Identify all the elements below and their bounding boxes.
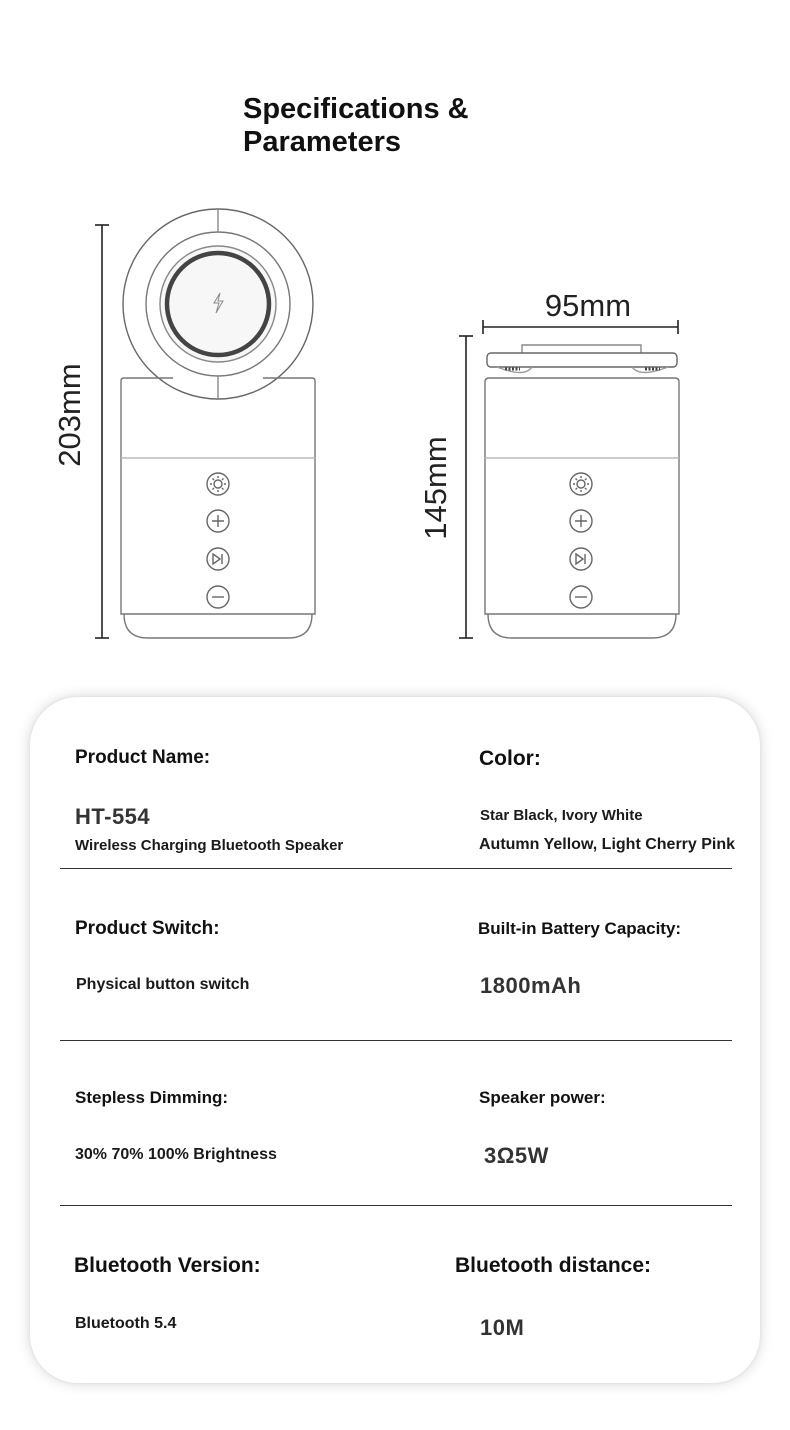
stepless-dimming-label: Stepless Dimming: <box>75 1088 229 1107</box>
separator <box>60 868 732 869</box>
product-model-value: HT-554 <box>75 804 151 829</box>
battery-capacity-label: Built-in Battery Capacity: <box>478 919 682 938</box>
speaker-front-view-lamp-closed <box>485 345 679 638</box>
page-title-line1: Specifications & <box>243 93 469 125</box>
bluetooth-version-label: Bluetooth Version: <box>74 1254 261 1277</box>
stepless-dimming-value: 30% 70% 100% Brightness <box>75 1146 277 1163</box>
bluetooth-distance-label: Bluetooth distance: <box>455 1254 652 1277</box>
product-switch-value: Physical button switch <box>76 976 250 993</box>
minus-icon <box>570 586 592 608</box>
speaker-power-label: Speaker power: <box>479 1088 606 1107</box>
dimension-diagram <box>0 200 790 660</box>
width-label: 95mm <box>544 288 632 323</box>
color-value-line2: Autumn Yellow, Light Cherry Pink <box>479 836 736 853</box>
bluetooth-version-value: Bluetooth 5.4 <box>75 1315 177 1332</box>
minus-icon <box>207 586 229 608</box>
product-description-value: Wireless Charging Bluetooth Speaker <box>75 837 344 854</box>
plus-icon <box>207 510 229 532</box>
bluetooth-distance-value: 10M <box>480 1315 525 1340</box>
page-title <box>243 93 469 159</box>
color-value-line1: Star Black, Ivory White <box>480 807 643 824</box>
separator <box>60 1040 732 1041</box>
specs-card <box>30 697 760 1383</box>
brightness-icon <box>570 473 592 495</box>
play-pause-icon <box>570 548 592 570</box>
separator <box>60 1205 732 1206</box>
page-title-line2: Parameters <box>243 126 401 158</box>
speaker-front-view-lamp-open <box>121 209 315 638</box>
speaker-power-value: 3Ω5W <box>484 1143 549 1168</box>
battery-capacity-value: 1800mAh <box>480 973 582 998</box>
product-name-label: Product Name: <box>75 747 211 768</box>
play-pause-icon <box>207 548 229 570</box>
height-body-dimension-line <box>459 336 473 638</box>
height-body-label: 145mm <box>418 436 453 540</box>
plus-icon <box>570 510 592 532</box>
height-full-dimension-line <box>95 225 109 638</box>
color-label: Color: <box>479 747 541 770</box>
height-full-label: 203mm <box>52 363 87 467</box>
brightness-icon <box>207 473 229 495</box>
product-switch-label: Product Switch: <box>75 918 220 939</box>
